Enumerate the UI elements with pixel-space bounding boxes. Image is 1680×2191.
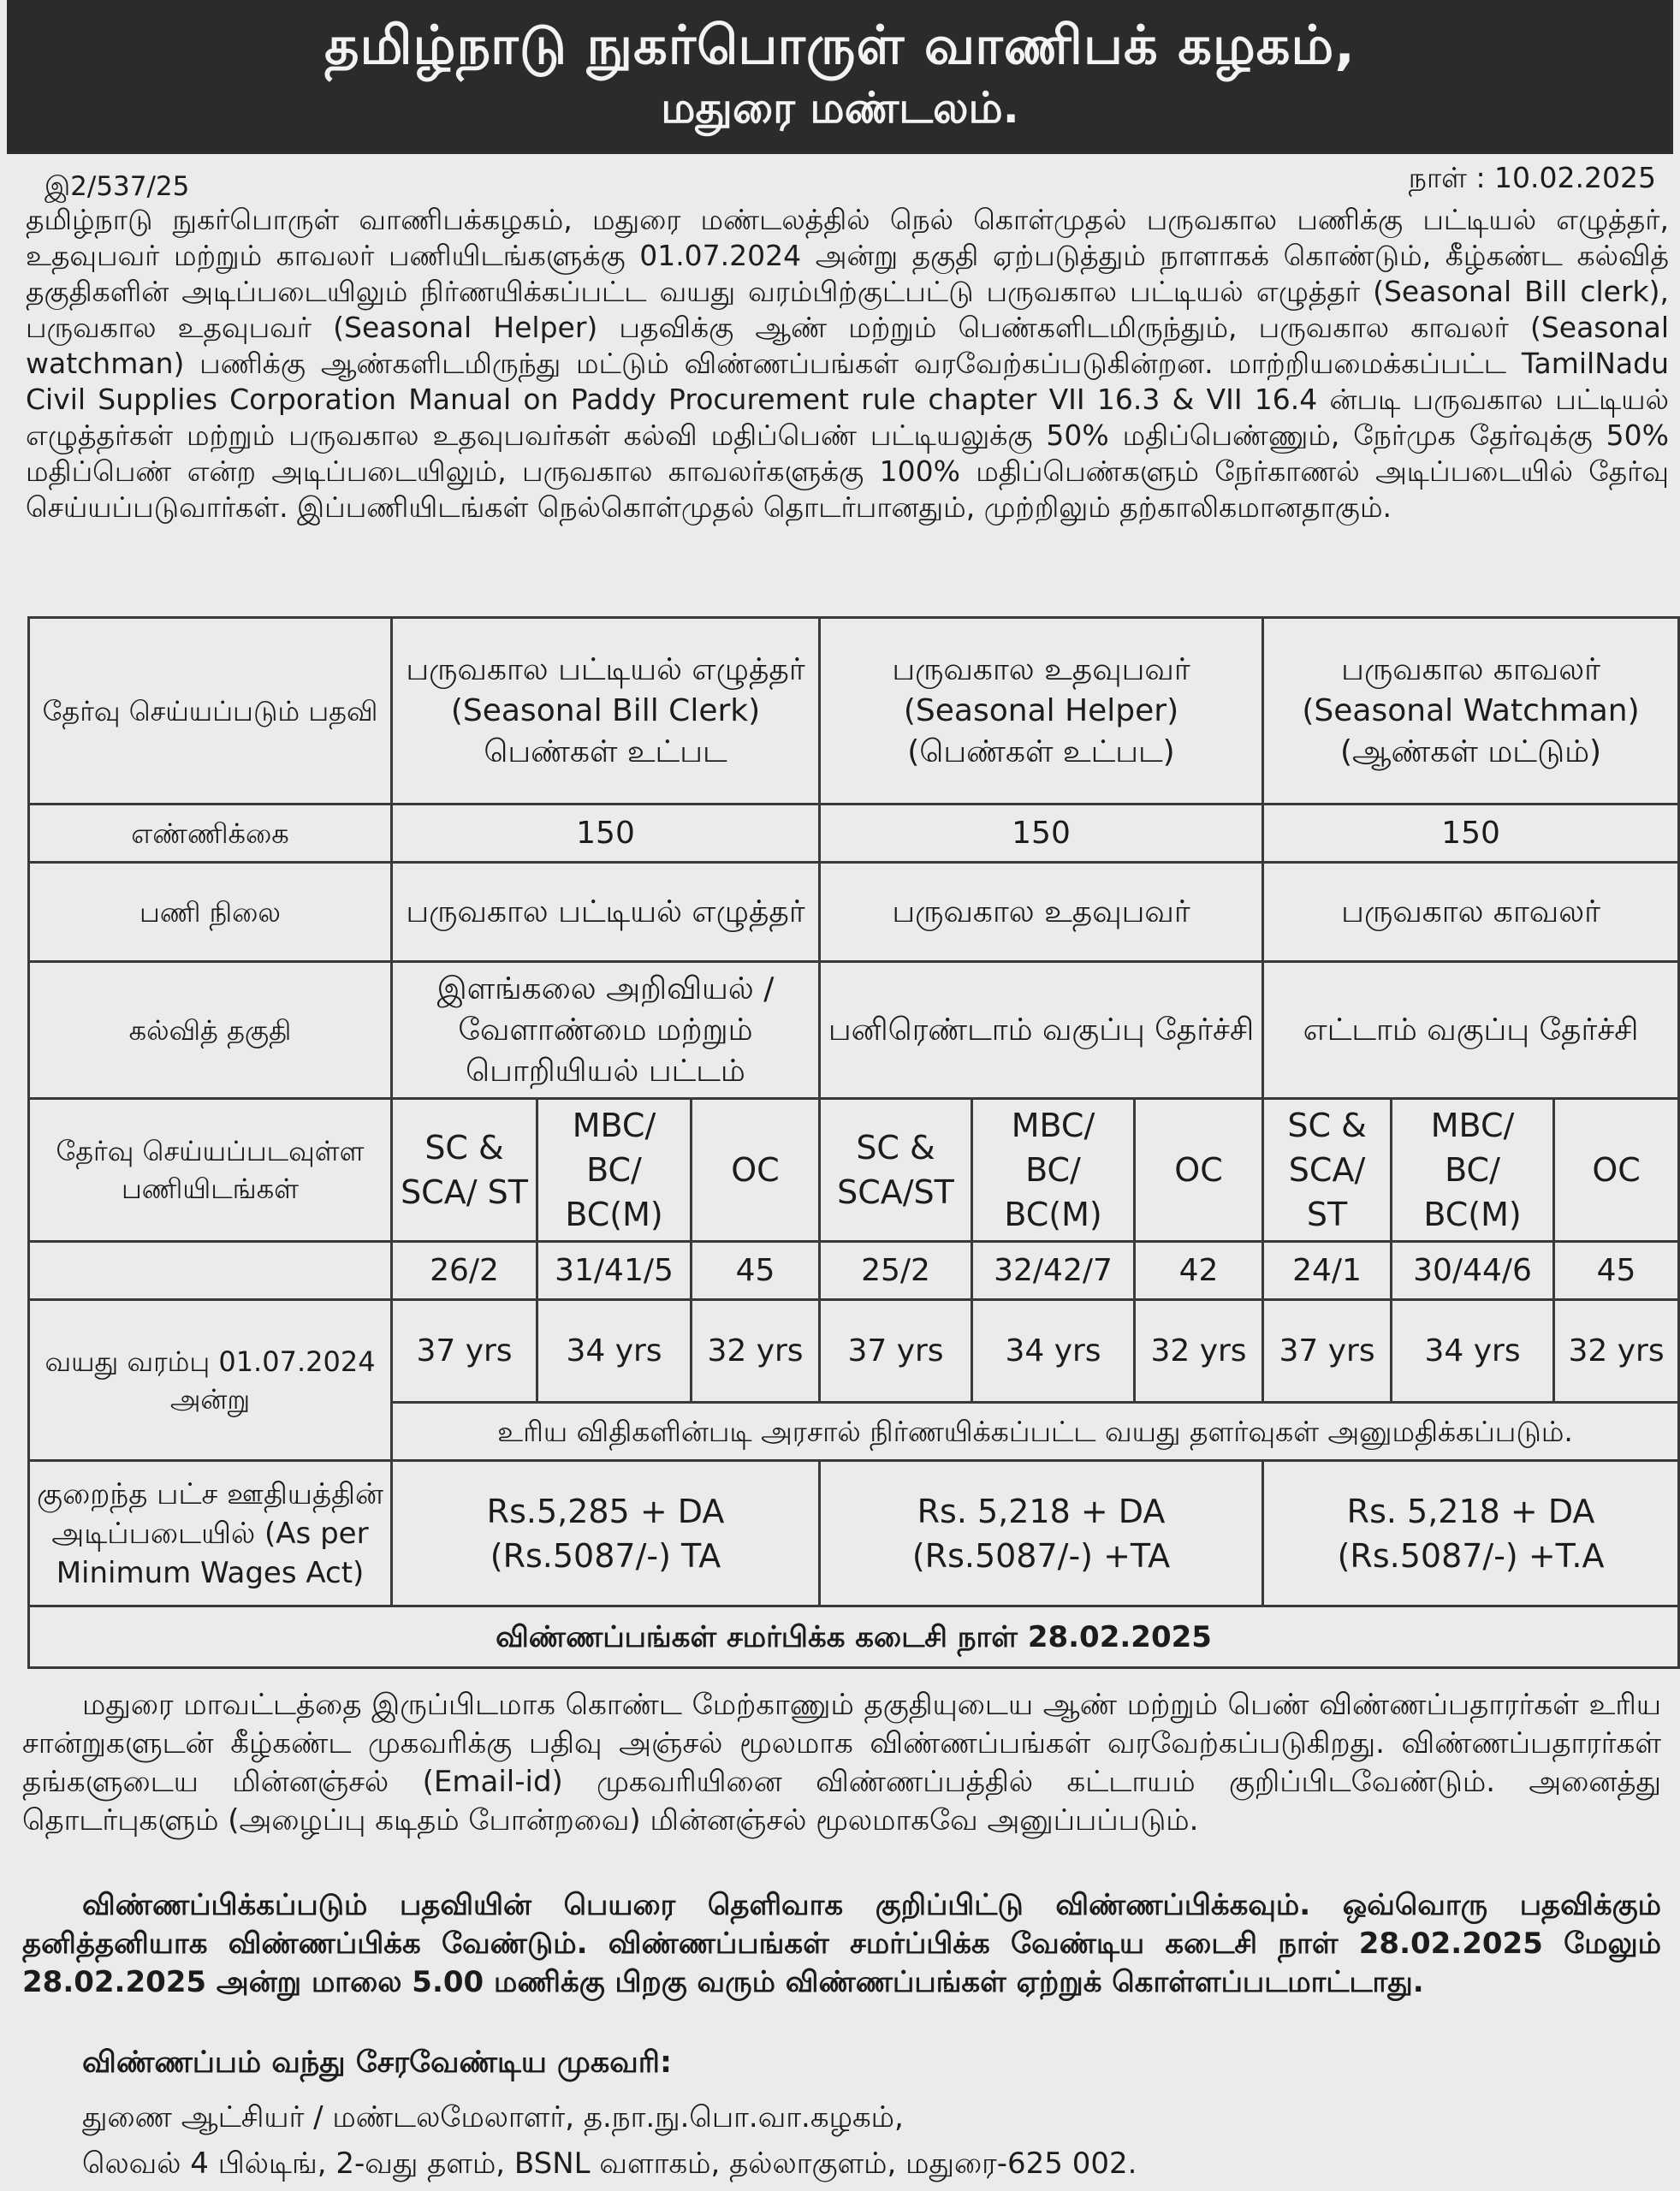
category-cell: SC & SCA/ ST (1263, 1099, 1392, 1242)
age-row (29, 1300, 1679, 1403)
qualification-value: பனிரெண்டாம் வகுப்பு தேர்ச்சி (820, 962, 1263, 1099)
notice-date: நாள் : 10.02.2025 (1408, 161, 1656, 194)
category-cell: OC (692, 1099, 820, 1242)
vacancy-value: 26/2 (392, 1242, 537, 1300)
category-cell: OC (1554, 1099, 1679, 1242)
vacancy-label: தேர்வு செய்யப்படவுள்ள பணியிடங்கள் (29, 1099, 392, 1242)
wage-value: Rs.5,285 + DA (Rs.5087/-) TA (392, 1461, 820, 1606)
deadline-row (29, 1606, 1679, 1668)
address-heading: விண்ணப்பம் வந்து சேரவேண்டிய முகவரி: (82, 2046, 672, 2080)
qualification-label: கல்வித் தகுதி (29, 962, 392, 1099)
vacancy-value: 45 (1554, 1242, 1679, 1300)
position-value: பருவகால உதவுபவர் (820, 863, 1263, 962)
age-relaxation-note: உரிய விதிகளின்படி அரசால் நிர்ணயிக்கப்பட்ட வயது தளர்வுகள் அனுமதிக்கப்படும். (392, 1403, 1679, 1461)
position-label: பணி நிலை (29, 863, 392, 962)
count-value: 150 (1263, 805, 1679, 863)
category-cell: OC (1135, 1099, 1263, 1242)
age-value: 32 yrs (1135, 1300, 1263, 1403)
vacancy-value: 31/41/5 (537, 1242, 692, 1300)
address-line: லெவல் 4 பில்டிங், 2-வது தளம், BSNL வளாகம், தல்லாகுளம், மதுரை-625 002. (82, 2146, 1137, 2181)
vacancy-value: 25/2 (820, 1242, 972, 1300)
vacancy-blank-cell (29, 1242, 392, 1300)
wage-value: Rs. 5,218 + DA (Rs.5087/-) +TA (820, 1461, 1263, 1606)
vacancy-table (27, 616, 1680, 1669)
category-cell: SC & SCA/ST (820, 1099, 972, 1242)
position-value: பருவகால பட்டியல் எழுத்தர் (392, 863, 820, 962)
deadline-instructions-paragraph: விண்ணப்பிக்கப்படும் பதவியின் பெயரை தெளிவாக குறிப்பிட்டு விண்ணப்பிக்கவும். ஒவ்வொரு பதவிக்கும் தனித்தனியாக விண்ணப்பிக்க வேண்டும். விண்ணப்பங்கள் சமர்ப்பிக்க வேண்டிய கடைசி நாள் 28.02.2025 மேலும் 28.02.2025 அன்று மாலை 5.00 மணிக்கு பிறகு வரும் விண்ணப்பங்கள் ஏற்றுக் கொள்ளப்படமாட்டாது. (22, 1888, 1661, 1999)
category-cell: MBC/ BC/ BC(M) (537, 1099, 692, 1242)
post-helper: பருவகால உதவுபவர் (Seasonal Helper) (பெண்கள் உட்பட) (820, 618, 1263, 805)
reference-number: இ2/537/25 (45, 171, 190, 202)
qualification-value: எட்டாம் வகுப்பு தேர்ச்சி (1263, 962, 1679, 1099)
age-value: 37 yrs (820, 1300, 972, 1403)
post-bill-clerk: பருவகால பட்டியல் எழுத்தர் (Seasonal Bill Clerk) பெண்கள் உட்பட (392, 618, 820, 805)
category-cell: MBC/ BC/ BC(M) (1392, 1099, 1554, 1242)
vacancy-value: 45 (692, 1242, 820, 1300)
post-row (29, 618, 1679, 805)
organization-title: தமிழ்நாடு நுகர்பொருள் வாணிபக் கழகம், (324, 14, 1356, 76)
position-row (29, 863, 1679, 962)
post-label: தேர்வு செய்யப்படும் பதவி (29, 618, 392, 805)
category-cell: MBC/ BC/ BC(M) (972, 1099, 1135, 1242)
address-line: துணை ஆட்சியர் / மண்டலமேலாளர், த.நா.நு.பொ.வா.கழகம், (82, 2100, 904, 2135)
count-value: 150 (820, 805, 1263, 863)
qualification-row (29, 962, 1679, 1099)
vacancy-value: 42 (1135, 1242, 1263, 1300)
age-value: 37 yrs (392, 1300, 537, 1403)
header-banner (7, 0, 1673, 154)
age-value: 37 yrs (1263, 1300, 1392, 1403)
age-value: 34 yrs (1392, 1300, 1554, 1403)
wage-row (29, 1461, 1679, 1606)
vacancy-value: 32/42/7 (972, 1242, 1135, 1300)
post-watchman: பருவகால காவலர் (Seasonal Watchman) (ஆண்கள் மட்டும்) (1263, 618, 1679, 805)
vacancy-value: 30/44/6 (1392, 1242, 1554, 1300)
application-instructions-paragraph: மதுரை மாவட்டத்தை இருப்பிடமாக கொண்ட மேற்காணும் தகுதியுடைய ஆண் மற்றும் பெண் விண்ணப்பதாரர்கள் உரிய சான்றுகளுடன் கீழ்கண்ட முகவரிக்கு பதிவு அஞ்சல் மூலமாக விண்ணப்பங்கள் வரவேற்கப்படுகிறது. விண்ணப்பதாரர்கள் தங்களுடைய மின்னஞ்சல் (Email-id) முகவரியினை விண்ணப்பத்தில் கட்டாயம் குறிப்பிடவேண்டும். அனைத்து தொடர்புகளும் (அழைப்பு கடிதம் போன்றவை) மின்னஞ்சல் மூலமாகவே அனுப்பப்படும். (22, 1688, 1661, 1838)
count-value: 150 (392, 805, 820, 863)
intro-paragraph: தமிழ்நாடு நுகர்பொருள் வாணிபக்கழகம், மதுரை மண்டலத்தில் நெல் கொள்முதல் பருவகால பணிக்கு பட்டியல் எழுத்தர், உதவுபவர் மற்றும் காவலர் பணியிடங்களுக்கு 01.07.2024 அன்று தகுதி ஏற்படுத்தும் நாளாகக் கொண்டும், கீழ்கண்ட கல்வித் தகுதிகளின் அடிப்படையிலும் நிர்ணயிக்கப்பட்ட வயது வரம்பிற்குட்பட்டு பருவகால பட்டியல் எழுத்தர் (Seasonal Bill clerk), பருவகால உதவுபவர் (Seasonal Helper) பதவிக்கு ஆண் மற்றும் பெண்களிடமிருந்தும், பருவகால காவலர் (Seasonal watchman) பணிக்கு ஆண்களிடமிருந்து மட்டும் விண்ணப்பங்கள் வரவேற்கப்படுகின்றன. மாற்றியமைக்கப்பட்ட TamilNadu Civil Supplies Corporation Manual on Paddy Procurement rule chapter VII 16.3 & VII 16.4 ன்படி பருவகால பட்டியல் எழுத்தர்கள் மற்றும் பருவகால உதவுபவர்கள் கல்வி மதிப்பெண் பட்டியலுக்கு 50% மதிப்பெண்ணும், நேர்முக தேர்வுக்கு 50% மதிப்பெண் என்ற அடிப்படையிலும், பருவகால காவலர்களுக்கு 100% மதிப்பெண்களும் நேர்காணல் அடிப்படையில் தேர்வு செய்யப்படுவார்கள். இப்பணியிடங்கள் நெல்கொள்முதல் தொடர்பானதும், முற்றிலும் தற்காலிகமானதாகும். (26, 203, 1669, 524)
age-value: 32 yrs (692, 1300, 820, 1403)
vacancy-value: 24/1 (1263, 1242, 1392, 1300)
deadline-text: விண்ணப்பங்கள் சமர்பிக்க கடைசி நாள் 28.02.2025 (29, 1606, 1679, 1668)
age-label: வயது வரம்பு 01.07.2024 அன்று (29, 1300, 392, 1461)
qualification-value: இளங்கலை அறிவியல் / வேளாண்மை மற்றும் பொறியியல் பட்டம் (392, 962, 820, 1099)
category-row (29, 1099, 1679, 1242)
category-cell: SC & SCA/ ST (392, 1099, 537, 1242)
age-value: 32 yrs (1554, 1300, 1679, 1403)
region-subtitle: மதுரை மண்டலம். (661, 83, 1019, 133)
wage-value: Rs. 5,218 + DA (Rs.5087/-) +T.A (1263, 1461, 1679, 1606)
vacancy-row (29, 1242, 1679, 1300)
age-value: 34 yrs (972, 1300, 1135, 1403)
count-row (29, 805, 1679, 863)
wage-label: குறைந்த பட்ச ஊதியத்தின் அடிப்படையில் (As per Minimum Wages Act) (29, 1461, 392, 1606)
position-value: பருவகால காவலர் (1263, 863, 1679, 962)
age-value: 34 yrs (537, 1300, 692, 1403)
count-label: எண்ணிக்கை (29, 805, 392, 863)
